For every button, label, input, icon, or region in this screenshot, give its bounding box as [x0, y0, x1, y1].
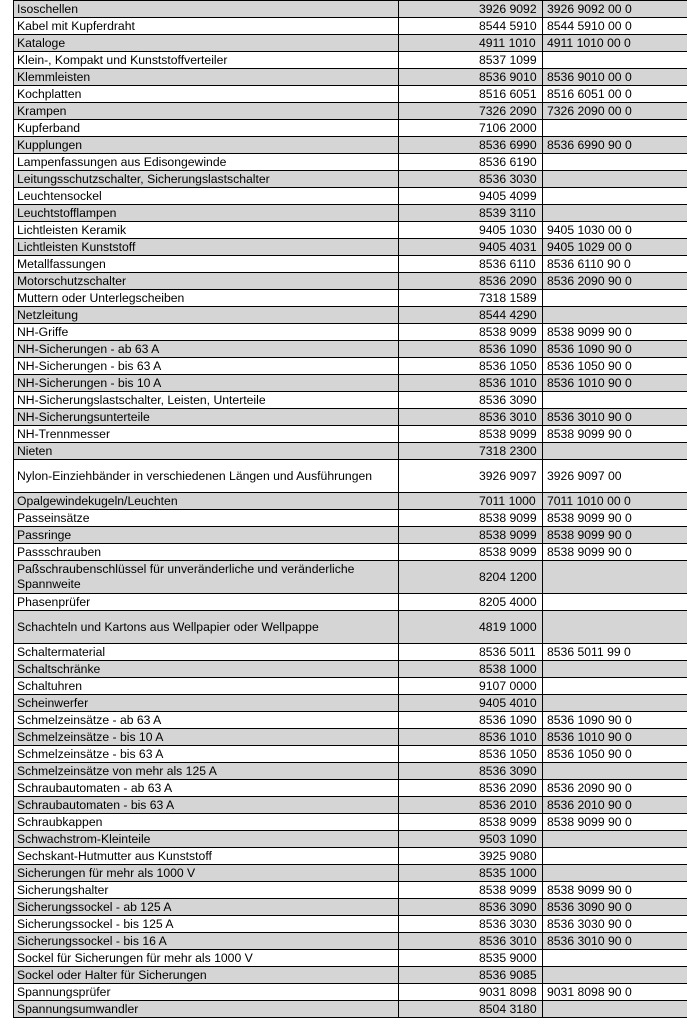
extended-code-cell: 8538 9099 90 0 [543, 814, 688, 831]
tariff-code-cell: 8538 9099 [399, 814, 543, 831]
tariff-code-cell: 7318 1589 [399, 290, 543, 307]
table-row [14, 273, 688, 290]
tariff-code-cell: 8536 6190 [399, 154, 543, 171]
table-row [14, 409, 688, 426]
extended-code-cell [543, 678, 688, 695]
table-row [14, 644, 688, 661]
table-row [14, 865, 688, 882]
extended-code-cell: 7011 1010 00 0 [543, 493, 688, 510]
extended-code-cell [543, 865, 688, 882]
table-row [14, 392, 688, 409]
extended-code-cell: 8538 9099 90 0 [543, 882, 688, 899]
table-row [14, 188, 688, 205]
extended-code-cell: 8536 3090 90 0 [543, 899, 688, 916]
extended-code-cell: 8536 3030 90 0 [543, 916, 688, 933]
item-name-cell: Sicherungshalter [14, 882, 399, 899]
item-name-cell: Schachteln und Kartons aus Wellpapier oder Wellpappe [14, 611, 399, 644]
tariff-code-cell: 8536 6110 [399, 256, 543, 273]
item-name-cell: Phasenprüfer [14, 594, 399, 611]
item-name-cell: Kochplatten [14, 86, 399, 103]
tariff-code-cell: 8536 1090 [399, 712, 543, 729]
item-name-cell: Netzleitung [14, 307, 399, 324]
tariff-code-cell: 3925 9080 [399, 848, 543, 865]
item-name-cell: Schmelzeinsätze von mehr als 125 A [14, 763, 399, 780]
extended-code-cell: 8536 1050 90 0 [543, 746, 688, 763]
extended-code-cell [543, 307, 688, 324]
item-name-cell: NH-Griffe [14, 324, 399, 341]
tariff-code-cell: 8536 6990 [399, 137, 543, 154]
tariff-code-cell: 8536 2090 [399, 780, 543, 797]
table-row [14, 137, 688, 154]
table-row [14, 882, 688, 899]
tariff-code-cell: 4819 1000 [399, 611, 543, 644]
extended-code-cell: 8536 1010 90 0 [543, 729, 688, 746]
item-name-cell: Klein-, Kompakt und Kunststoffverteiler [14, 52, 399, 69]
extended-code-cell: 3926 9092 00 0 [543, 1, 688, 18]
tariff-code-cell: 8536 9010 [399, 69, 543, 86]
item-name-cell: Spannungsprüfer [14, 984, 399, 1001]
item-name-cell: NH-Sicherungen - bis 63 A [14, 358, 399, 375]
extended-code-cell [543, 561, 688, 594]
extended-code-cell [543, 290, 688, 307]
item-name-cell: NH-Sicherungen - ab 63 A [14, 341, 399, 358]
table-row [14, 611, 688, 644]
table-row [14, 443, 688, 460]
extended-code-cell [543, 205, 688, 222]
table-row [14, 729, 688, 746]
tariff-code-cell: 8539 3110 [399, 205, 543, 222]
item-name-cell: Sicherungen für mehr als 1000 V [14, 865, 399, 882]
extended-code-cell: 8536 2090 90 0 [543, 780, 688, 797]
extended-code-cell [543, 443, 688, 460]
item-name-cell: NH-Trennmesser [14, 426, 399, 443]
extended-code-cell [543, 763, 688, 780]
extended-code-cell [543, 967, 688, 984]
tariff-code-cell: 8538 9099 [399, 324, 543, 341]
tariff-code-cell: 9405 4010 [399, 695, 543, 712]
tariff-code-cell: 8538 9099 [399, 544, 543, 561]
extended-code-cell: 8538 9099 90 0 [543, 324, 688, 341]
table-row [14, 831, 688, 848]
table-row [14, 780, 688, 797]
table-row [14, 561, 688, 594]
table-row [14, 950, 688, 967]
tariff-code-cell: 8204 1200 [399, 561, 543, 594]
tariff-code-cell: 8536 3090 [399, 392, 543, 409]
table-row [14, 899, 688, 916]
extended-code-cell [543, 611, 688, 644]
item-name-cell: NH-Sicherungen - bis 10 A [14, 375, 399, 392]
extended-code-cell: 8536 5011 99 0 [543, 644, 688, 661]
extended-code-cell: 8536 1090 90 0 [543, 712, 688, 729]
table-row [14, 933, 688, 950]
extended-code-cell: 8536 3010 90 0 [543, 409, 688, 426]
extended-code-cell: 4911 1010 00 0 [543, 35, 688, 52]
item-name-cell: Schmelzeinsätze - bis 63 A [14, 746, 399, 763]
extended-code-cell: 9405 1029 00 0 [543, 239, 688, 256]
tariff-code-cell: 8538 9099 [399, 426, 543, 443]
tariff-code-cell: 9031 8098 [399, 984, 543, 1001]
item-name-cell: Passringe [14, 527, 399, 544]
item-name-cell: Sicherungssockel - bis 125 A [14, 916, 399, 933]
table-row [14, 426, 688, 443]
item-name-cell: Kupplungen [14, 137, 399, 154]
extended-code-cell: 3926 9097 00 [543, 460, 688, 493]
tariff-code-cell: 3926 9097 [399, 460, 543, 493]
tariff-code-cell: 8538 9099 [399, 527, 543, 544]
tariff-code-cell: 8544 4290 [399, 307, 543, 324]
extended-code-cell: 8544 5910 00 0 [543, 18, 688, 35]
table-row [14, 52, 688, 69]
extended-code-cell: 9405 1030 00 0 [543, 222, 688, 239]
tariff-code-cell: 8536 1090 [399, 341, 543, 358]
item-name-cell: Klemmleisten [14, 69, 399, 86]
item-name-cell: Schraubautomaten - bis 63 A [14, 797, 399, 814]
table-row [14, 678, 688, 695]
table-row [14, 375, 688, 392]
tariff-code-cell: 8537 1099 [399, 52, 543, 69]
item-name-cell: Nieten [14, 443, 399, 460]
item-name-cell: Spannungsumwandler [14, 1001, 399, 1018]
tariff-code-cell: 9405 1030 [399, 222, 543, 239]
item-name-cell: Passschrauben [14, 544, 399, 561]
item-name-cell: Isoschellen [14, 1, 399, 18]
extended-code-cell: 8538 9099 90 0 [543, 527, 688, 544]
table-body [14, 1, 688, 1018]
extended-code-cell [543, 188, 688, 205]
tariff-code-cell: 9405 4099 [399, 188, 543, 205]
item-name-cell: Leuchtensockel [14, 188, 399, 205]
extended-code-cell [543, 171, 688, 188]
item-name-cell: Passeinsätze [14, 510, 399, 527]
table-row [14, 324, 688, 341]
item-name-cell: Sicherungssockel - bis 16 A [14, 933, 399, 950]
tariff-code-cell: 7106 2000 [399, 120, 543, 137]
table-row [14, 848, 688, 865]
table-row [14, 661, 688, 678]
tariff-code-cell: 8536 1050 [399, 358, 543, 375]
item-name-cell: Leuchtstofflampen [14, 205, 399, 222]
tariff-code-cell: 8536 3030 [399, 171, 543, 188]
tariff-code-cell: 8536 1010 [399, 729, 543, 746]
item-name-cell: Lichtleisten Kunststoff [14, 239, 399, 256]
table-row [14, 510, 688, 527]
table-row [14, 154, 688, 171]
tariff-code-cell: 8536 3090 [399, 763, 543, 780]
table-row [14, 695, 688, 712]
table-row [14, 797, 688, 814]
extended-code-cell: 8536 6990 90 0 [543, 137, 688, 154]
item-name-cell: Sechskant-Hutmutter aus Kunststoff [14, 848, 399, 865]
item-name-cell: Kupferband [14, 120, 399, 137]
table-row [14, 256, 688, 273]
item-name-cell: Leitungsschutzschalter, Sicherungslastschalter [14, 171, 399, 188]
table-row [14, 594, 688, 611]
table-row [14, 18, 688, 35]
tariff-code-sheet [13, 0, 687, 1023]
extended-code-cell: 8536 1010 90 0 [543, 375, 688, 392]
item-name-cell: Sockel für Sicherungen für mehr als 1000 V [14, 950, 399, 967]
item-name-cell: Kataloge [14, 35, 399, 52]
tariff-code-cell: 8536 3010 [399, 933, 543, 950]
table-row [14, 967, 688, 984]
table-row [14, 341, 688, 358]
table-row [14, 239, 688, 256]
table-row [14, 746, 688, 763]
tariff-code-cell: 4911 1010 [399, 35, 543, 52]
item-name-cell: Schaltuhren [14, 678, 399, 695]
extended-code-cell: 9031 8098 90 0 [543, 984, 688, 1001]
table-row [14, 290, 688, 307]
table-row [14, 205, 688, 222]
item-name-cell: Schaltschränke [14, 661, 399, 678]
tariff-code-cell: 8536 5011 [399, 644, 543, 661]
table-row [14, 460, 688, 493]
tariff-code-cell: 8538 9099 [399, 510, 543, 527]
table-row [14, 222, 688, 239]
table-row [14, 86, 688, 103]
item-name-cell: Krampen [14, 103, 399, 120]
tariff-code-cell: 9405 4031 [399, 239, 543, 256]
table-row [14, 814, 688, 831]
tariff-code-cell: 3926 9092 [399, 1, 543, 18]
table-row [14, 103, 688, 120]
table-row [14, 527, 688, 544]
tariff-code-cell: 8538 1000 [399, 661, 543, 678]
item-name-cell: Opalgewindekugeln/Leuchten [14, 493, 399, 510]
extended-code-cell [543, 831, 688, 848]
item-name-cell: Metallfassungen [14, 256, 399, 273]
table-row [14, 358, 688, 375]
item-name-cell: Sockel oder Halter für Sicherungen [14, 967, 399, 984]
extended-code-cell: 8538 9099 90 0 [543, 544, 688, 561]
tariff-code-cell: 8536 3010 [399, 409, 543, 426]
table-row [14, 35, 688, 52]
extended-code-cell [543, 695, 688, 712]
tariff-code-cell: 9503 1090 [399, 831, 543, 848]
tariff-code-cell: 8536 1010 [399, 375, 543, 392]
table-row [14, 916, 688, 933]
item-name-cell: Nylon-Einziehbänder in verschiedenen Längen und Ausführungen [14, 460, 399, 493]
item-name-cell: Schmelzeinsätze - ab 63 A [14, 712, 399, 729]
item-name-cell: Sicherungssockel - ab 125 A [14, 899, 399, 916]
item-name-cell: Kabel mit Kupferdraht [14, 18, 399, 35]
item-name-cell: Muttern oder Unterlegscheiben [14, 290, 399, 307]
tariff-code-cell: 8205 4000 [399, 594, 543, 611]
item-name-cell: Paßschraubenschlüssel für unveränderliche und veränderliche Spannweite [14, 561, 399, 594]
item-name-cell: Motorschutzschalter [14, 273, 399, 290]
table-row [14, 1, 688, 18]
table-row [14, 307, 688, 324]
extended-code-cell: 8538 9099 90 0 [543, 510, 688, 527]
table-row [14, 69, 688, 86]
item-name-cell: Scheinwerfer [14, 695, 399, 712]
tariff-code-cell: 8535 1000 [399, 865, 543, 882]
tariff-code-cell: 8536 9085 [399, 967, 543, 984]
item-name-cell: NH-Sicherungslastschalter, Leisten, Unterteile [14, 392, 399, 409]
extended-code-cell [543, 154, 688, 171]
extended-code-cell [543, 1001, 688, 1018]
tariff-code-cell: 8536 2090 [399, 273, 543, 290]
extended-code-cell [543, 120, 688, 137]
extended-code-cell: 8536 1050 90 0 [543, 358, 688, 375]
extended-code-cell: 8516 6051 00 0 [543, 86, 688, 103]
item-name-cell: Schaltermaterial [14, 644, 399, 661]
table-row [14, 493, 688, 510]
tariff-code-cell: 8536 3030 [399, 916, 543, 933]
table-row [14, 171, 688, 188]
table-row [14, 1001, 688, 1018]
tariff-code-cell: 9107 0000 [399, 678, 543, 695]
tariff-code-cell: 8536 2010 [399, 797, 543, 814]
table-row [14, 544, 688, 561]
item-name-cell: Schraubkappen [14, 814, 399, 831]
item-name-cell: Schwachstrom-Kleinteile [14, 831, 399, 848]
extended-code-cell [543, 950, 688, 967]
extended-code-cell: 8538 9099 90 0 [543, 426, 688, 443]
item-name-cell: Schraubautomaten - ab 63 A [14, 780, 399, 797]
extended-code-cell [543, 848, 688, 865]
tariff-code-cell: 8538 9099 [399, 882, 543, 899]
tariff-code-cell: 7318 2300 [399, 443, 543, 460]
tariff-code-cell: 8535 9000 [399, 950, 543, 967]
tariff-code-cell: 8504 3180 [399, 1001, 543, 1018]
tariff-code-cell: 7326 2090 [399, 103, 543, 120]
tariff-code-cell: 8516 6051 [399, 86, 543, 103]
item-name-cell: Schmelzeinsätze - bis 10 A [14, 729, 399, 746]
extended-code-cell: 8536 2090 90 0 [543, 273, 688, 290]
extended-code-cell: 8536 9010 00 0 [543, 69, 688, 86]
tariff-code-cell: 8544 5910 [399, 18, 543, 35]
table-row [14, 984, 688, 1001]
item-name-cell: Lichtleisten Keramik [14, 222, 399, 239]
extended-code-cell: 8536 3010 90 0 [543, 933, 688, 950]
extended-code-cell [543, 52, 688, 69]
extended-code-cell: 8536 1090 90 0 [543, 341, 688, 358]
tariff-code-table [13, 0, 687, 1018]
extended-code-cell [543, 392, 688, 409]
item-name-cell: Lampenfassungen aus Edisongewinde [14, 154, 399, 171]
extended-code-cell [543, 594, 688, 611]
table-row [14, 120, 688, 137]
table-row [14, 763, 688, 780]
tariff-code-cell: 7011 1000 [399, 493, 543, 510]
tariff-code-cell: 8536 1050 [399, 746, 543, 763]
extended-code-cell: 7326 2090 00 0 [543, 103, 688, 120]
item-name-cell: NH-Sicherungsunterteile [14, 409, 399, 426]
extended-code-cell: 8536 2010 90 0 [543, 797, 688, 814]
extended-code-cell [543, 661, 688, 678]
tariff-code-cell: 8536 3090 [399, 899, 543, 916]
extended-code-cell: 8536 6110 90 0 [543, 256, 688, 273]
table-row [14, 712, 688, 729]
